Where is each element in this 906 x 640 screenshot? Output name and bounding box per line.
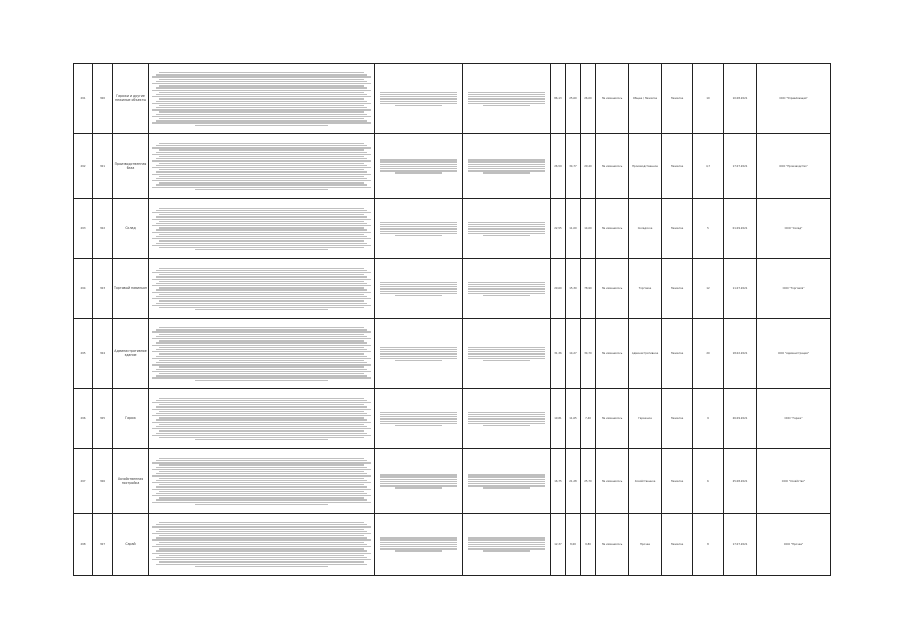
cell-status xyxy=(595,319,628,389)
cell-text: ООО "Склад" xyxy=(784,227,803,231)
cell-area xyxy=(550,134,565,199)
cell-code xyxy=(92,449,112,514)
illegible-text-lines xyxy=(375,92,462,106)
zone-text-cell xyxy=(374,64,462,134)
illegible-description-lines xyxy=(150,208,373,251)
cell-text: Административное здание xyxy=(114,349,147,357)
cell-text: Гаражное xyxy=(638,417,652,421)
cell-text: Нежилое xyxy=(670,287,684,291)
cell-text: 34,70 xyxy=(584,352,592,356)
cell-text: Не изменилось xyxy=(601,542,623,546)
cell-use xyxy=(661,199,692,259)
cell-text: ООО "Прочее" xyxy=(783,542,804,546)
cell-text: 21,28 xyxy=(569,479,577,483)
cell-owner xyxy=(756,259,831,319)
cell-area xyxy=(550,259,565,319)
cell-use xyxy=(661,514,692,575)
parcel-text-cell xyxy=(462,134,550,199)
cell-object xyxy=(112,64,148,134)
cell-num xyxy=(73,319,92,389)
cell-text: Нежилое xyxy=(670,352,684,356)
cell-type xyxy=(628,319,661,389)
cell-text: Не изменилось xyxy=(601,417,623,421)
cell-text: 25,60 xyxy=(569,97,577,101)
illegible-text-lines xyxy=(375,537,462,551)
cell-text: 11,65 xyxy=(569,417,577,421)
illegible-text-lines xyxy=(463,159,550,173)
cell-count xyxy=(692,259,723,319)
cell-use xyxy=(661,449,692,514)
cell-text: 7,40 xyxy=(585,417,591,421)
cell-text: 11.07.2021 xyxy=(732,287,748,291)
cell-text: 78,90 xyxy=(584,287,592,291)
cell-num xyxy=(73,64,92,134)
parcel-text-cell xyxy=(462,64,550,134)
table-row xyxy=(73,198,831,259)
cell-text: Производственная база xyxy=(114,161,147,170)
cell-date xyxy=(723,134,756,199)
table-row xyxy=(73,318,831,389)
zone-text-cell xyxy=(374,199,462,259)
cell-count xyxy=(692,449,723,514)
illegible-description-lines xyxy=(150,522,373,567)
cell-text: 296 xyxy=(80,417,86,421)
cell-v1 xyxy=(565,199,580,259)
cell-text: Нежилое xyxy=(670,542,684,546)
parcel-text-cell xyxy=(462,259,550,319)
cell-object xyxy=(112,259,148,319)
parcel-text-cell xyxy=(462,389,550,449)
cell-type xyxy=(628,389,661,449)
cell-text: 31,36 xyxy=(554,352,562,356)
table-row xyxy=(73,513,831,576)
cell-text: Склад xyxy=(125,226,136,231)
zone-text-cell xyxy=(374,319,462,389)
description-cell xyxy=(148,319,374,389)
cell-date xyxy=(723,199,756,259)
cell-text: 306 xyxy=(100,479,105,483)
cell-date xyxy=(723,514,756,575)
zone-text-cell xyxy=(374,514,462,575)
illegible-text-lines xyxy=(375,159,462,173)
cell-text: 22,55 xyxy=(554,227,562,231)
cell-code xyxy=(92,199,112,259)
cell-use xyxy=(661,64,692,134)
cell-code xyxy=(92,514,112,575)
cell-text: 20 xyxy=(706,352,710,356)
cell-type xyxy=(628,64,661,134)
cell-count xyxy=(692,199,723,259)
description-cell xyxy=(148,64,374,134)
illegible-text-lines xyxy=(463,537,550,551)
table-row xyxy=(73,448,831,514)
illegible-text-lines xyxy=(375,222,462,236)
cell-type xyxy=(628,514,661,575)
cell-text: Нежилое xyxy=(670,417,684,421)
cell-text: 86,13 xyxy=(554,97,562,101)
cell-use xyxy=(661,134,692,199)
cell-code xyxy=(92,389,112,449)
illegible-text-lines xyxy=(463,92,550,106)
cell-text: Хозяйственная постройка xyxy=(117,476,144,485)
cell-area xyxy=(550,389,565,449)
cell-object xyxy=(112,199,148,259)
cell-code xyxy=(92,259,112,319)
cell-date xyxy=(723,259,756,319)
cell-v2 xyxy=(580,514,595,575)
cell-v2 xyxy=(580,319,595,389)
cell-text: ООО "Хозяйство" xyxy=(781,479,806,483)
cell-v2 xyxy=(580,389,595,449)
cell-object xyxy=(112,514,148,575)
cell-count xyxy=(692,134,723,199)
illegible-text-lines xyxy=(375,282,462,296)
cell-text: Нежилое xyxy=(670,164,684,168)
cell-v1 xyxy=(565,449,580,514)
cell-num xyxy=(73,449,92,514)
parcel-text-cell xyxy=(462,199,550,259)
cell-text: 291 xyxy=(80,97,86,101)
cell-text: 295 xyxy=(80,352,86,356)
cell-text: 6 xyxy=(707,479,709,483)
cell-type xyxy=(628,199,661,259)
cell-text: 294 xyxy=(80,287,86,291)
cell-text: Торговое xyxy=(638,287,652,291)
cell-owner xyxy=(756,199,831,259)
cell-text: 16,75 xyxy=(554,479,562,483)
cell-text: 01.09.2021 xyxy=(732,227,748,231)
cell-v1 xyxy=(565,389,580,449)
cell-date xyxy=(723,389,756,449)
cell-text: 25,70 xyxy=(584,479,592,483)
cell-text: 304 xyxy=(100,352,105,356)
cell-status xyxy=(595,389,628,449)
cell-text: 15,30 xyxy=(569,287,577,291)
cell-text: Не изменилось xyxy=(601,352,623,356)
table-row xyxy=(73,258,831,319)
zone-text-cell xyxy=(374,134,462,199)
cell-owner xyxy=(756,134,831,199)
cell-count xyxy=(692,319,723,389)
cell-owner xyxy=(756,64,831,134)
cell-text: Прочее xyxy=(640,542,650,546)
cell-num xyxy=(73,259,92,319)
description-cell xyxy=(148,389,374,449)
cell-area xyxy=(550,64,565,134)
cell-text: 26.09.2021 xyxy=(732,417,748,421)
cell-v1 xyxy=(565,134,580,199)
cell-v1 xyxy=(565,259,580,319)
cell-text: Не изменилось xyxy=(601,227,623,231)
cell-text: 298 xyxy=(80,542,86,546)
cell-text: Не изменилось xyxy=(601,479,623,483)
parcel-text-cell xyxy=(462,319,550,389)
cell-owner xyxy=(756,514,831,575)
cell-text: 26,00 xyxy=(584,97,592,101)
cell-area xyxy=(550,449,565,514)
illegible-text-lines xyxy=(375,474,462,488)
illegible-text-lines xyxy=(463,474,550,488)
cell-text: Нежилое xyxy=(670,479,684,483)
table-row xyxy=(73,133,831,199)
cell-object xyxy=(112,389,148,449)
zone-text-cell xyxy=(374,389,462,449)
cell-code xyxy=(92,134,112,199)
cell-text: 300 xyxy=(100,97,105,101)
cell-v2 xyxy=(580,134,595,199)
cell-text: 29,60 xyxy=(554,287,562,291)
cell-date xyxy=(723,64,756,134)
parcel-text-cell xyxy=(462,514,550,575)
cell-text: Складское xyxy=(637,227,653,231)
cell-date xyxy=(723,319,756,389)
illegible-text-lines xyxy=(463,282,550,296)
cell-text: Торговый павильон xyxy=(114,286,147,291)
cell-text: ООО "Торговля" xyxy=(782,287,805,291)
description-cell xyxy=(148,514,374,575)
cell-text: 17.07.2021 xyxy=(732,164,748,168)
document-table xyxy=(73,63,831,574)
cell-text: Не изменилось xyxy=(601,164,623,168)
illegible-text-lines xyxy=(375,347,462,361)
cell-text: 302 xyxy=(100,227,105,231)
cell-owner xyxy=(756,319,831,389)
illegible-text-lines xyxy=(375,412,462,426)
cell-num xyxy=(73,389,92,449)
cell-date xyxy=(723,449,756,514)
cell-text: 14,27 xyxy=(569,352,577,356)
cell-v2 xyxy=(580,259,595,319)
cell-text: 10 xyxy=(706,97,710,101)
cell-type xyxy=(628,134,661,199)
cell-text: 12 xyxy=(706,287,710,291)
cell-text: 4,7 xyxy=(705,164,711,168)
cell-object xyxy=(112,319,148,389)
cell-text: 305 xyxy=(100,417,105,421)
cell-object xyxy=(112,134,148,199)
cell-text: 25.08.2021 xyxy=(732,479,748,483)
cell-type xyxy=(628,449,661,514)
cell-text: 17.07.2021 xyxy=(732,542,748,546)
cell-status xyxy=(595,259,628,319)
cell-text: 297 xyxy=(80,479,86,483)
cell-v1 xyxy=(565,64,580,134)
cell-status xyxy=(595,449,628,514)
cell-text: 9 xyxy=(707,417,709,421)
cell-num xyxy=(73,134,92,199)
description-cell xyxy=(148,134,374,199)
description-cell xyxy=(148,199,374,259)
description-cell xyxy=(148,449,374,514)
illegible-text-lines xyxy=(463,347,550,361)
cell-text: 11,00 xyxy=(569,227,577,231)
zone-text-cell xyxy=(374,259,462,319)
illegible-description-lines xyxy=(150,458,373,505)
cell-num xyxy=(73,199,92,259)
cell-code xyxy=(92,319,112,389)
cell-text: ООО "Производство" xyxy=(779,164,808,168)
cell-v2 xyxy=(580,449,595,514)
illegible-text-lines xyxy=(463,412,550,426)
illegible-text-lines xyxy=(463,222,550,236)
cell-text: 8 xyxy=(707,542,709,546)
cell-text: 292 xyxy=(80,164,86,168)
cell-text: 26,59 xyxy=(554,164,562,168)
table-row xyxy=(73,63,831,134)
cell-text: Не изменилось xyxy=(601,287,623,291)
cell-use xyxy=(661,389,692,449)
cell-v1 xyxy=(565,319,580,389)
cell-code xyxy=(92,64,112,134)
description-cell xyxy=(148,259,374,319)
cell-text: 307 xyxy=(100,542,105,546)
cell-text: 8,00 xyxy=(570,542,576,546)
cell-text: Гаражи и другие нежилые объекты xyxy=(115,94,146,102)
cell-text: 12,37 xyxy=(554,542,562,546)
cell-count xyxy=(692,389,723,449)
cell-text: 9,80 xyxy=(585,542,591,546)
cell-text: 19,81 xyxy=(554,417,562,421)
cell-area xyxy=(550,514,565,575)
cell-v2 xyxy=(580,199,595,259)
zone-text-cell xyxy=(374,449,462,514)
parcel-text-cell xyxy=(462,449,550,514)
cell-text: Сарай xyxy=(125,541,136,546)
illegible-description-lines xyxy=(150,143,373,190)
cell-text: ООО "Администрация" xyxy=(777,352,810,356)
illegible-description-lines xyxy=(150,327,373,381)
cell-count xyxy=(692,64,723,134)
cell-use xyxy=(661,259,692,319)
cell-v2 xyxy=(580,64,595,134)
cell-use xyxy=(661,319,692,389)
cell-text: ООО "Управляющая" xyxy=(779,97,808,101)
cell-owner xyxy=(756,449,831,514)
cell-text: 34,77 xyxy=(569,164,577,168)
cell-count xyxy=(692,514,723,575)
cell-v1 xyxy=(565,514,580,575)
cell-status xyxy=(595,64,628,134)
cell-text: 303 xyxy=(100,287,105,291)
cell-text: 10.08.2021 xyxy=(732,97,748,101)
cell-text: Не изменилось xyxy=(601,97,623,101)
illegible-description-lines xyxy=(150,398,373,441)
cell-text: Производственное xyxy=(632,164,658,168)
cell-owner xyxy=(756,389,831,449)
cell-type xyxy=(628,259,661,319)
cell-text: Гараж xyxy=(125,416,136,421)
cell-text: 5 xyxy=(707,227,709,231)
cell-text: 18.02.2021 xyxy=(732,352,748,356)
cell-text: Административное xyxy=(631,352,659,356)
cell-status xyxy=(595,134,628,199)
cell-text: 29,40 xyxy=(584,164,592,168)
cell-status xyxy=(595,199,628,259)
illegible-description-lines xyxy=(150,72,373,126)
cell-text: 301 xyxy=(100,164,105,168)
cell-text: Общее / Нежилое xyxy=(632,97,658,101)
cell-status xyxy=(595,514,628,575)
illegible-description-lines xyxy=(150,268,373,311)
cell-num xyxy=(73,514,92,575)
cell-area xyxy=(550,199,565,259)
cell-text: ООО "Гараж" xyxy=(784,417,803,421)
cell-text: Нежилое xyxy=(670,227,684,231)
cell-area xyxy=(550,319,565,389)
table-row xyxy=(73,388,831,449)
cell-text: Хозяйственное xyxy=(634,479,656,483)
cell-text: 14,00 xyxy=(584,227,592,231)
cell-text: 293 xyxy=(80,227,86,231)
cell-object xyxy=(112,449,148,514)
cell-text: Нежилое xyxy=(670,97,684,101)
